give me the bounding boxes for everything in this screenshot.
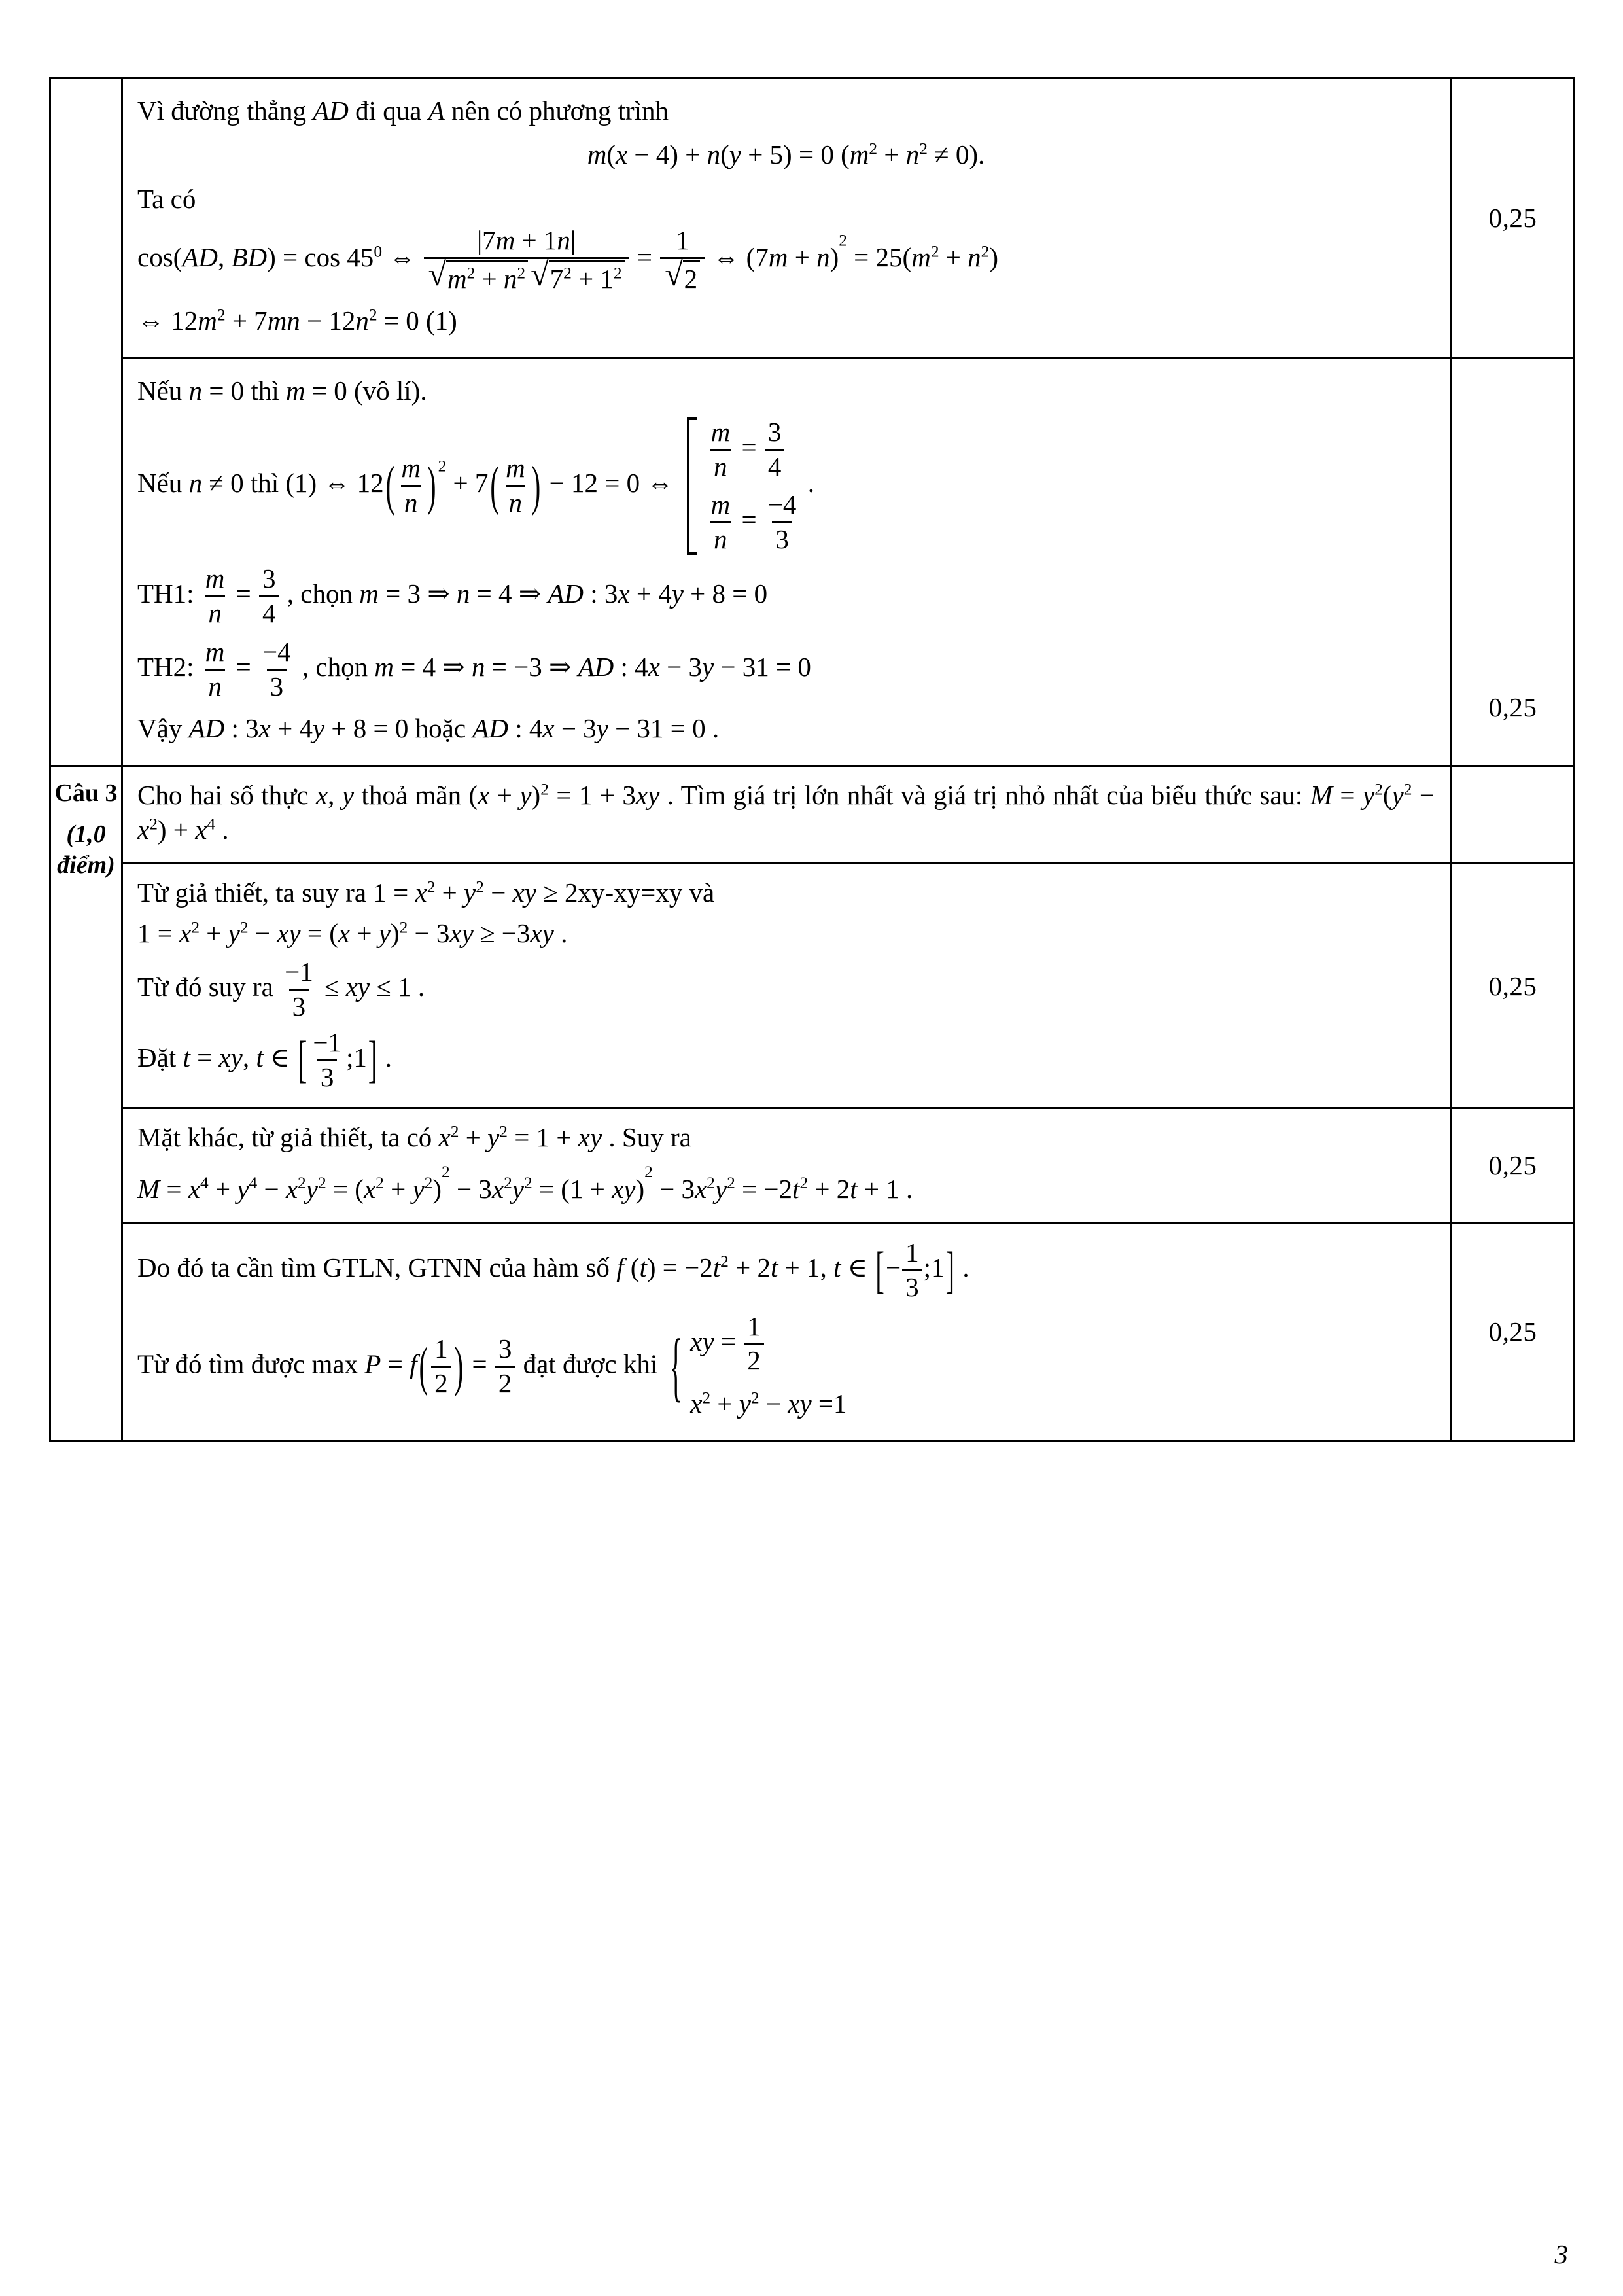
answer-table	[49, 77, 1575, 1442]
solution-text: Ta có	[137, 183, 196, 214]
score-value: 0,25	[1488, 692, 1537, 722]
score-value: 0,25	[1488, 203, 1537, 234]
solution-cell	[122, 1222, 1452, 1441]
question-cell-empty	[50, 79, 122, 766]
solution-cell	[122, 1108, 1452, 1222]
math-formula: TH1: $\frac{m}{n}$ = $\frac{3}{4}$ , chọn m = 3 ⇒ n = 4 ⇒ AD : 3x + 4y + 8 = 0	[137, 563, 768, 628]
solution-cell	[122, 358, 1452, 766]
table-row	[50, 766, 1575, 864]
math-formula: Đặt t = xy, t ∈ [ $\frac{-1}{3}$ ;1] .	[137, 1027, 392, 1092]
math-formula: $1 = x^2 + y^2$ − xy = $(x + y)^2 - 3xy \ge -3xy$ .	[137, 918, 568, 949]
math-formula: Nếu n ≠ 0 thì (1) ⇔ 12( $\frac{m}{n}$ ) $^2$ + 7( $\frac{m}{n}$ ) − 12 = 0 ⇔ $\frac{m}{n}$ = $\frac{3}{4}$ $\frac{m}{n}$ = $\frac{-4}{3}$ .	[137, 417, 814, 554]
score-cell	[1452, 766, 1575, 864]
solution-text: Mặt khác, từ giả thiết, ta có $x^2 + y^2 = 1$ + xy . Suy ra	[137, 1122, 691, 1153]
score-cell	[1452, 1222, 1575, 1441]
table-row	[50, 864, 1575, 1108]
math-formula: ⇔ $12m^2 + 7mn - 12n^2 = 0$ (1)	[137, 306, 457, 336]
solution-cell	[122, 79, 1452, 359]
math-formula: TH2: $\frac{m}{n}$ = $\frac{-4}{3}$ , chọn m = 4 ⇒ n = −3 ⇒ AD : 4x − 3y − 31 = 0	[137, 637, 811, 702]
solution-cell	[122, 864, 1452, 1108]
table-row	[50, 79, 1575, 359]
math-formula: $M = x^4 + y^4 - x^2y^2 = (x^2 + y^2)^2 - 3x^2y^2 = (1 + xy)^2 - 3x^2y^2 = -2t^2 + 2t + 1$ .	[137, 1162, 913, 1204]
table-row	[50, 1108, 1575, 1222]
score-cell	[1452, 79, 1575, 359]
table-row	[50, 1222, 1575, 1441]
solution-text: Từ giả thiết, ta suy ra $1 = x^2 + y^2$ − xy ≥ 2xy-xy=xy và	[137, 877, 715, 908]
table-row	[50, 358, 1575, 766]
solution-text: Vì đường thẳng AD đi qua A nên có phương trình	[137, 96, 669, 126]
score-cell	[1452, 864, 1575, 1108]
question-number: Câu 3	[54, 779, 118, 807]
math-formula: Do đó ta cần tìm GTLN, GTNN của hàm số f $(t) = -2t^2 + 2t + 1$, t ∈ [− $\frac{1}{3}$ ;1] .	[137, 1237, 969, 1302]
question-points: (1,0 điểm)	[57, 820, 115, 879]
page-number: 3	[1554, 2239, 1568, 2269]
score-value: 0,25	[1488, 970, 1537, 1001]
question-statement-cell	[122, 766, 1452, 864]
score-value: 0,25	[1488, 1150, 1537, 1181]
solution-text: Nếu n = 0 thì m = 0 (vô lí).	[137, 375, 427, 406]
score-value: 0,25	[1488, 1316, 1537, 1347]
math-formula: m(x − 4) + n(y + 5) = 0 $(m^2 + n^2 \ne 0)$.	[587, 139, 985, 170]
score-cell	[1452, 1108, 1575, 1222]
math-formula: Từ đó tìm được max P = f( $\frac{1}{2}$ ) = $\frac{3}{2}$ đạt được khi { xy = $\frac{1}{2}$ $x^2 + y^2$ − xy =1	[137, 1311, 847, 1419]
question-cell	[50, 766, 122, 1441]
math-formula: Vậy AD : 3x + 4y + 8 = 0 hoặc AD : 4x − 3y − 31 = 0 .	[137, 713, 720, 744]
math-formula: Từ đó suy ra $\frac{-1}{3}$ ≤ xy ≤ 1 .	[137, 956, 425, 1021]
question-statement: Cho hai số thực x, y thoả mãn $(x + y)^2 = 1 + 3xy$ . Tìm giá trị lớn nhất và giá trị nhỏ nhất của biểu thức sau: $M = y^2(y^2 - x^2) + x^4$ .	[137, 779, 1435, 845]
score-cell	[1452, 358, 1575, 766]
math-formula: cos(AD, $BD) = \cos 45^0$ ⇔ |7m + 1n| √ $m^2 + n^2$ √ $7^2 + 1^2$ = 1 √ 2 ⇔ $(7m + n)^2 = 25(m^2 + n^2)$	[137, 224, 998, 294]
